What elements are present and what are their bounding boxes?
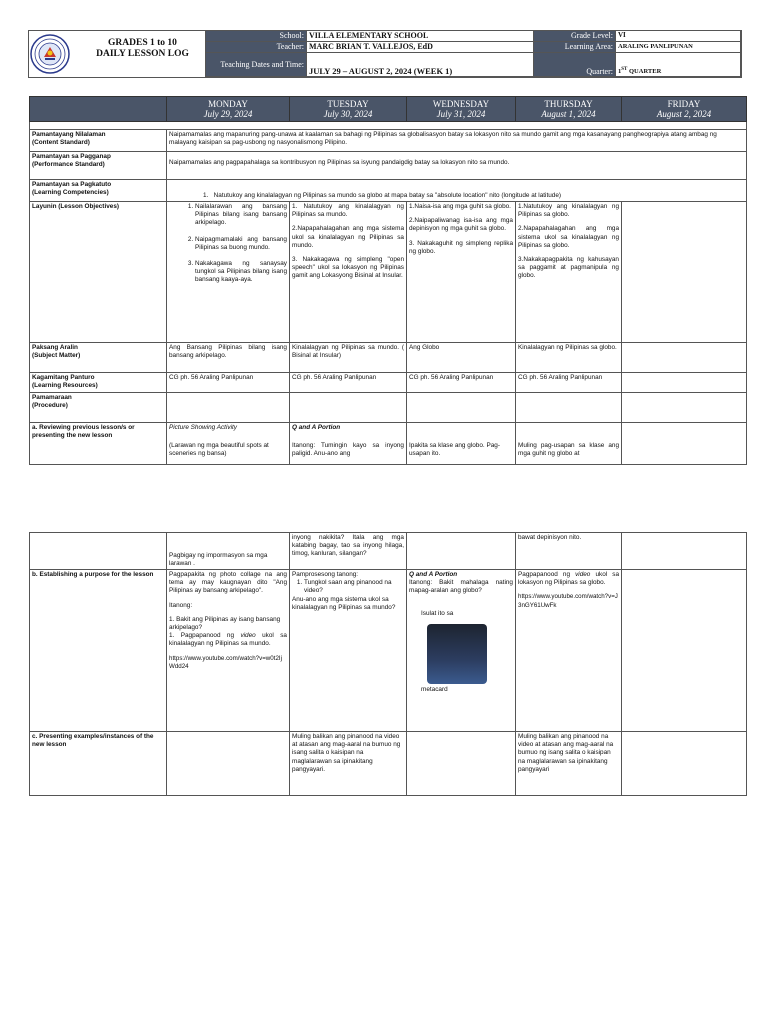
resources-label: Kagamitang Panturo (Learning Resources) xyxy=(30,373,167,393)
table-row xyxy=(30,423,747,465)
day-monday: MONDAY July 29, 2024 xyxy=(167,97,290,122)
table-row xyxy=(30,393,747,423)
school-label: School: xyxy=(206,31,307,42)
quarter-word: QUARTER xyxy=(629,68,662,75)
procedure-label: Pamamaraan (Procedure) xyxy=(30,393,167,423)
lesson-table-page2 xyxy=(29,532,747,796)
deped-seal-icon xyxy=(30,34,70,74)
grade-value: VI xyxy=(616,31,741,42)
c-thursday: Muling balikan ang pinanood na video at atasan ang mag-aaral na bumuo ng isang salita o kaisipan na maglalarawan sa ipinakitang pangyayari xyxy=(516,732,622,796)
c-tuesday: Muling balikan ang pinanood na video at atasan ang mag-aaral na bumuo ng isang salita o kaisipan na maglalarawan sa ipinakitang pangyayari. xyxy=(290,732,407,796)
perf-std-value: Naipamamalas ang pagpapahalaga sa kontribusyon ng Pilipinas sa isyung pandaigdig batay sa lokasyon nito sa mundo. xyxy=(167,152,747,180)
table-row xyxy=(30,732,747,796)
log-title: DAILY LESSON LOG xyxy=(96,49,189,59)
perf-std-label: Pamantayan sa Pagganap (Performance Standard) xyxy=(30,152,167,180)
a-thursday: Muling pag-usapan sa klase ang mga guhit ng globo at xyxy=(516,423,622,465)
a-wednesday: Ipakita sa klase ang globo. Pag-usapan ito. xyxy=(407,423,516,465)
day-friday: FRIDAY August 2, 2024 xyxy=(622,97,747,122)
quarter-sup: ST xyxy=(621,66,628,72)
b-wednesday: Q and A Portion Itanong: Bakit mahalaga nating mapag-aralan ang globo? Isulat ito sa metacard xyxy=(407,570,516,732)
lesson-table-page1 xyxy=(29,96,747,465)
subj-thursday: Kinalalagyan ng Pilipinas sa globo. xyxy=(516,343,622,373)
cont-monday: Pagbigay ng impormasyon sa mga larawan . xyxy=(167,533,290,570)
b-monday: Pagpapakita ng photo collage na ang tema ay may kaugnayan dito "Ang Pilipinas ay bansang arkipelago". Itanong: 1. Bakit ang Pilipinas ay isang bansang arkipelago? 1. Pagpapanood ng video ukol sa kinalalagyan ng Pilipinas sa mundo. https://www.youtube.com/watch?v=w0t2IjWdd24 xyxy=(167,570,290,732)
table-row xyxy=(30,373,747,393)
youtube-link-thursday[interactable]: https://www.youtube.com/watch?v=J3nGY61UwFk xyxy=(518,593,618,609)
a-monday: Picture Showing Activity (Larawan ng mga beautiful spots at sceneries ng bansa) xyxy=(167,423,290,465)
subj-friday xyxy=(622,343,747,373)
cont-tuesday: inyong nakikita? Itala ang mga katabing bagay, tao sa inyong hilaga, timog, kanluran, silangan? xyxy=(290,533,407,570)
youtube-link-monday[interactable]: https://www.youtube.com/watch?v=w0t2IjWdd24 xyxy=(169,654,282,670)
obj-tuesday: 1. Natutukoy ang kinalalagyan ng Pilipinas sa mundo. 2.Napapahalagahan ang mga sistema ukol sa kinalalagyan ng Pilipinas sa mundo. 3. Nakakagawa ng simpleng "open speech" ukol sa lokasyon ng Pilipinas gamit ang Lokasyong Bisinal at Insular. xyxy=(290,202,407,343)
spacer-row xyxy=(30,122,747,130)
table-row xyxy=(30,202,747,343)
purpose-label: b. Establishing a purpose for the lesson xyxy=(30,570,167,732)
table-row xyxy=(30,570,747,732)
school-info-table xyxy=(205,30,741,77)
a-tuesday: Q and A Portion Itanong: Tumingin kayo sa inyong paligid. Anu-ano ang xyxy=(290,423,407,465)
b-thursday: Pagpapanood ng video ukol sa lokasyon ng Pilipinas sa globo. https://www.youtube.com/watch?v=J3nGY61UwFk xyxy=(516,570,622,732)
subject-label: Paksang Aralin (Subject Matter) xyxy=(30,343,167,373)
res-monday: CG ph. 56 Araling Panlipunan xyxy=(167,373,290,393)
area-value: ARALING PANLIPUNAN xyxy=(616,42,741,53)
obj-monday: 1. Nailalarawan ang bansang Pilipinas bilang isang bansang arkipelago. 2. Naipagmamalaki ang bansang Pilipinas sa buong mundo. 3. Nakakagawa ng sanaysay tungkol sa Pilipinas bilang isang bansang kaaya-aya. xyxy=(167,202,290,343)
obj-wednesday: 1.Naisa-isa ang mga guhit sa globo. 2.Naipapaliwanag isa-isa ang mga depinisyon ng mga guhit sa globo. 3. Nakakaguhit ng simpleng replika ng globo. xyxy=(407,202,516,343)
subj-wednesday: Ang Globo xyxy=(407,343,516,373)
days-header-row xyxy=(30,97,747,122)
day-wednesday: WEDNESDAY July 31, 2024 xyxy=(407,97,516,122)
metacard-image xyxy=(427,624,487,684)
a-friday xyxy=(622,423,747,465)
obj-thursday: 1.Natutukoy ang kinalalagyan ng Pilipinas sa globo. 2.Napapahalagahan ang mga sistema ukol sa kinalalagyan ng Pilipinas sa globo. 3.Nakakapagpakita ng kahusayan sa paggamit at pagmanipula ng globo. xyxy=(516,202,622,343)
res-thursday: CG ph. 56 Araling Panlipunan xyxy=(516,373,622,393)
grade-label: Grade Level: xyxy=(534,31,616,42)
quarter-label: Quarter: xyxy=(534,53,616,77)
comp-value: 1. Natutukoy ang kinalalagyan ng Pilipinas sa mundo sa globo at mapa batay sa "absolute location" nito (longitude at latitude) xyxy=(167,180,747,202)
school-value: VILLA ELEMENTARY SCHOOL xyxy=(307,31,534,42)
day-tuesday: TUESDAY July 30, 2024 xyxy=(290,97,407,122)
table-row xyxy=(30,343,747,373)
quarter-num: 1 xyxy=(618,68,622,75)
res-friday xyxy=(622,373,747,393)
corner-cell xyxy=(30,97,167,122)
table-row xyxy=(30,180,747,202)
table-row xyxy=(30,130,747,152)
reviewing-label: a. Reviewing previous lesson/s or presenting the new lesson xyxy=(30,423,167,465)
grades-title: GRADES 1 to 10 xyxy=(108,38,177,48)
quarter-value xyxy=(616,53,741,77)
subj-tuesday: Kinalalagyan ng Pilipinas sa mundo. ( Bisinal at Insular) xyxy=(290,343,407,373)
dates-label: Teaching Dates and Time: xyxy=(206,53,307,77)
day-thursday: THURSDAY August 1, 2024 xyxy=(516,97,622,122)
b-tuesday: Pamprosesong tanong: 1. Tungkol saan ang pinanood na video? Anu-ano ang mga sistema ukol sa kinalalagyan ng Pilipinas sa mundo? xyxy=(290,570,407,732)
subj-monday: Ang Bansang Pilipinas bilang isang bansang arkipelago. xyxy=(167,343,290,373)
comp-label: Pamantayan sa Pagkatuto (Learning Competencies) xyxy=(30,180,167,202)
teacher-label: Teacher: xyxy=(206,42,307,53)
content-std-label: Pamantayang Nilalaman (Content Standard) xyxy=(30,130,167,152)
obj-friday xyxy=(622,202,747,343)
table-row xyxy=(30,533,747,570)
objectives-label: Layunin (Lesson Objectives) xyxy=(30,202,167,343)
content-std-value: Naipamamalas ang mapanuring pang-unawa at kaalaman sa bahagi ng Pilipinas sa globalisasyon batay sa lokasyon nito sa mundo gamit ang mga kasanayang pangheograpiya atang ambag ng malayang kaisipan sa pag-usbong ng nasyonalismong Pilipino. xyxy=(167,130,747,152)
cont-thursday: bawat depinisyon nito. xyxy=(516,533,622,570)
examples-label: c. Presenting examples/instances of the new lesson xyxy=(30,732,167,796)
teacher-value: MARC BRIAN T. VALLEJOS, EdD xyxy=(307,42,534,53)
area-label: Learning Area: xyxy=(534,42,616,53)
res-tuesday: CG ph. 56 Araling Panlipunan xyxy=(290,373,407,393)
res-wednesday: CG ph. 56 Araling Panlipunan xyxy=(407,373,516,393)
dates-value: JULY 29 – AUGUST 2, 2024 (WEEK 1) xyxy=(307,53,534,77)
table-row xyxy=(30,152,747,180)
